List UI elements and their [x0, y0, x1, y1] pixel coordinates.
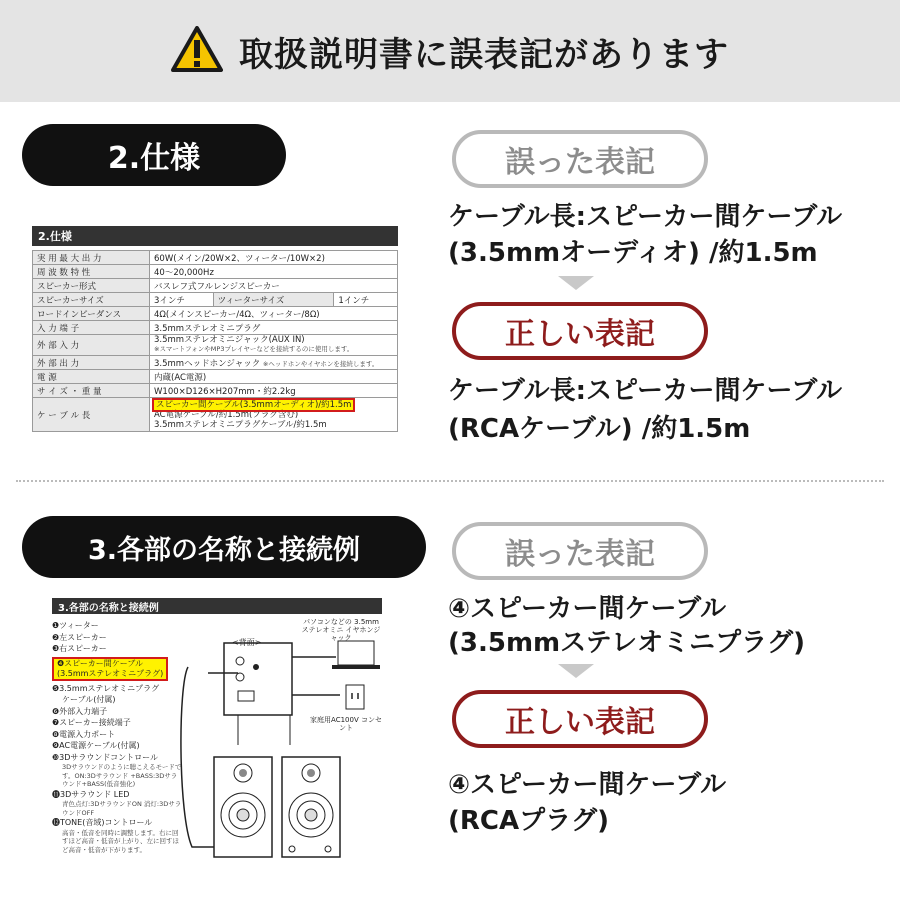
wrong-text-2b: (3.5mmステレオミニプラグ): [448, 628, 805, 658]
list-item: ❸右スピーカー: [52, 644, 107, 653]
back-label: <背面>: [232, 638, 262, 647]
table-row: 実 用 最 大 出 力 60W(メイン/20W×2、ツィーター/10W×2): [33, 251, 398, 265]
pc-label: パソコンなどの 3.5mmステレオミニ イヤホンジャック: [301, 618, 381, 642]
outlet-label: 家庭用AC100V コンセント: [310, 716, 382, 732]
table-row: スピーカーサイズ 3インチ ツィーターサイズ 1インチ: [33, 293, 398, 307]
wrong-text-1a: ケーブル長:スピーカー間ケーブル: [448, 202, 843, 232]
highlighted-error: スピーカー間ケーブル(3.5mmオーディオ)/約1.5m: [156, 400, 352, 410]
arrow-down-icon: [558, 664, 594, 678]
list-item: ⓬TONE(音域)コントロール: [52, 818, 153, 827]
right-label-2: 正しい表記: [452, 690, 708, 748]
table-row: 入 力 端 子 3.5mmステレオミニプラグ: [33, 321, 398, 335]
wrong-text-1b: (3.5mmオーディオ) /約1.5m: [448, 238, 818, 268]
speaker-cable: [181, 667, 218, 847]
section-heading-spec: [22, 124, 286, 186]
banner-title: 取扱説明書に誤表記があります: [239, 34, 729, 75]
back-panel: [224, 643, 292, 715]
list-item: ❼スピーカー接続端子: [52, 718, 131, 727]
table-row: 外 部 入 力 3.5mmステレオミニジャック(AUX IN) ※スマートフォンやMP3プレイヤーなどを接続するのに使用します。: [33, 335, 398, 356]
list-item: ⓫3Dサラウンド LED: [52, 789, 130, 799]
list-item: ❿3Dサラウンドコントロール: [52, 752, 158, 762]
notice-banner: [0, 0, 900, 102]
table-row: ロードインピーダンス 4Ω(メインスピーカー/4Ω、ツィーター/8Ω): [33, 307, 398, 321]
list-item: ❷左スピーカー: [52, 632, 107, 642]
right-text-1a: ケーブル長:スピーカー間ケーブル: [448, 376, 843, 406]
wrong-text-2a: ④スピーカー間ケーブル: [448, 594, 727, 624]
divider: [16, 480, 884, 482]
parts-list: [52, 620, 182, 854]
connection-diagram: [178, 615, 388, 865]
laptop-icon: [338, 641, 374, 665]
section-heading-parts: [22, 516, 426, 578]
right-text-1b: (RCAケーブル) /約1.5m: [448, 414, 751, 444]
list-item: ❺3.5mmステレオミニプラグ: [52, 683, 160, 693]
table-row: ケ ー ブ ル 長 スピーカー間ケーブル(3.5mmオーディオ)/約1.5m AC電源ケーブル/約1.5m(プラグ含む) 3.5mmステレオミニプラグケーブル/約1.5m: [33, 398, 398, 432]
wrong-label-1: 誤った表記: [452, 130, 708, 188]
section-heading-parts-text: 3.各部の名称と接続例: [87, 534, 361, 566]
list-note: 高音・低音を同時に調整します。右に回すほど高音・低音が上がり、左に回すほど高音・低音が下がります。: [62, 828, 179, 854]
wrong-label-2: 誤った表記: [452, 522, 708, 580]
table-row: 周 波 数 特 性 40〜20,000Hz: [33, 265, 398, 279]
table-row: 外 部 出 力 3.5mmヘッドホンジャック ※ヘッドホンやイヤホンを接続します。: [33, 356, 398, 370]
right-text-2a: ④スピーカー間ケーブル: [448, 770, 727, 800]
list-item: ❽電源入力ポート: [52, 729, 116, 739]
list-item: ❻外部入力端子: [52, 706, 108, 716]
warning-icon: [171, 26, 223, 76]
list-note: 青色点灯:3DサラウンドON 消灯:3DサラウンドOFF: [62, 800, 182, 817]
outlet-icon: [346, 685, 364, 709]
list-item: ❾AC電源ケーブル(付属): [52, 741, 140, 750]
list-item: ケーブル(付属): [62, 695, 116, 704]
right-label-1: 正しい表記: [452, 302, 708, 360]
table-row: サ イ ズ ・ 重 量 W100×D126×H207mm・約2.2kg: [33, 384, 398, 398]
spec-table-title: 2.仕様: [32, 226, 398, 246]
section-heading-spec-text: 2.仕様: [107, 141, 201, 176]
spec-table: [32, 250, 398, 432]
table-row: 電 源 内蔵(AC電源): [33, 370, 398, 384]
arrow-down-icon: [558, 276, 594, 290]
list-note: 3Dサラウンドのように聴こえるモードです。ON:3Dサラウンド +BASS:3Dサラウンド+BASS(低音強化): [62, 763, 182, 788]
list-item: ❶ツィーター: [52, 621, 99, 630]
table-row: スピーカー形式 バスレフ式フルレンジスピーカー: [33, 279, 398, 293]
right-text-2b: (RCAプラグ): [448, 806, 609, 836]
highlighted-error: ❹スピーカー間ケーブル (3.5mmステレオミニプラグ): [52, 657, 168, 681]
parts-panel-title: 3.各部の名称と接続例: [52, 598, 382, 614]
